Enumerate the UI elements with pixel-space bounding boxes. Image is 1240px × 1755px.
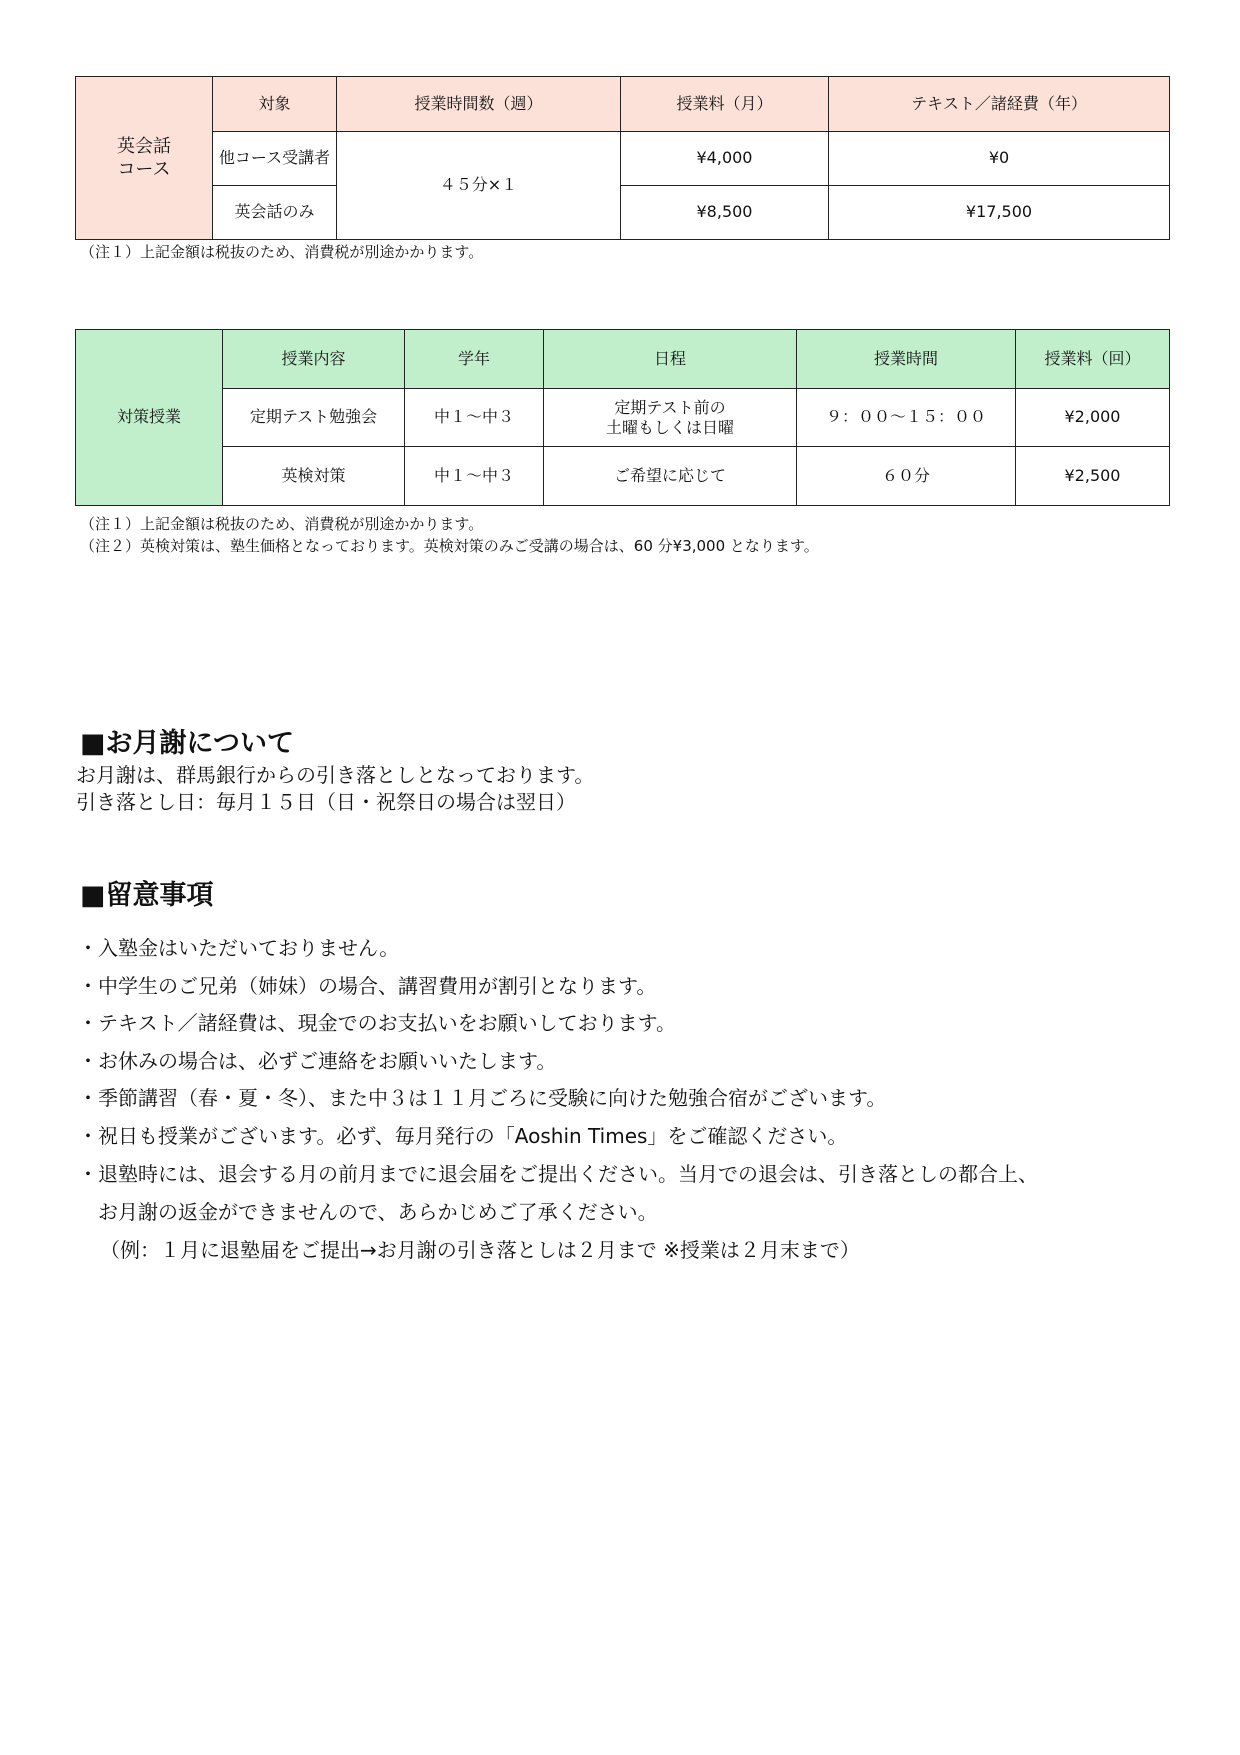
text-fee-cell: ¥17,500	[829, 186, 1170, 240]
target-cell: 他コース受講者	[213, 132, 337, 186]
grade-cell: 中１〜中３	[405, 389, 544, 447]
gessha-line-2: 引き落とし日：毎月１５日（日・祝祭日の場合は翌日）	[76, 790, 576, 814]
note-item: ・テキスト／諸経費は、現金でのお支払いをお願いしております。	[78, 1011, 676, 1035]
note-item: ・季節講習（春・夏・冬）、また中３は１１月ごろに受験に向けた勉強合宿がございます。	[78, 1086, 887, 1110]
note-item: ・お休みの場合は、必ずご連絡をお願いいたします。	[78, 1049, 557, 1073]
time-cell: ６０分	[797, 447, 1016, 506]
header-hours: 授業時間数（週）	[337, 77, 621, 132]
table2-note-1: （注１）上記金額は税抜のため、消費税が別途かかります。	[80, 515, 484, 533]
content-cell: 英検対策	[223, 447, 405, 506]
header-schedule: 日程	[544, 330, 797, 389]
table-row	[76, 132, 1170, 186]
course-name-cell: 英会話 コース	[76, 77, 213, 240]
note-item-example: （例：１月に退塾届をご提出→お月謝の引き落としは２月まで ※授業は２月末まで）	[100, 1238, 860, 1262]
gessha-line-1: お月謝は、群馬銀行からの引き落としとなっております。	[76, 763, 595, 787]
course-name-cell: 対策授業	[76, 330, 223, 506]
note-item-continuation: お月謝の返金ができませんので、あらかじめご了承ください。	[98, 1200, 658, 1224]
fee-cell: ¥8,500	[621, 186, 829, 240]
time-cell: ９：００〜１５：００	[797, 389, 1016, 447]
fee-cell: ¥4,000	[621, 132, 829, 186]
table-row	[76, 389, 1170, 447]
header-grade: 学年	[405, 330, 544, 389]
table2-note-2: （注２）英検対策は、塾生価格となっております。英検対策のみご受講の場合は、60 分¥3,000 となります。	[80, 537, 819, 555]
header-fee: 授業料（回）	[1016, 330, 1170, 389]
header-text-fee: テキスト／諸経費（年）	[829, 77, 1170, 132]
table1-note: （注１）上記金額は税抜のため、消費税が別途かかります。	[80, 243, 484, 261]
fee-cell: ¥2,000	[1016, 389, 1170, 447]
fee-cell: ¥2,500	[1016, 447, 1170, 506]
note-item: ・入塾金はいただいておりません。	[78, 936, 400, 960]
target-cell: 英会話のみ	[213, 186, 337, 240]
header-time: 授業時間	[797, 330, 1016, 389]
taisaku-course-table	[75, 329, 1170, 506]
content-cell: 定期テスト勉強会	[223, 389, 405, 447]
schedule-cell: ご希望に応じて	[544, 447, 797, 506]
table-row	[76, 186, 1170, 240]
grade-cell: 中１〜中３	[405, 447, 544, 506]
table-row	[76, 447, 1170, 506]
note-item: ・中学生のご兄弟（姉妹）の場合、講習費用が割引となります。	[78, 974, 657, 998]
note-item: ・祝日も授業がございます。必ず、毎月発行の「Aoshin Times」をご確認ください。	[78, 1124, 848, 1148]
hours-cell: ４５分×１	[337, 132, 621, 240]
note-item: ・退塾時には、退会する月の前月までに退会届をご提出ください。当月での退会は、引き落としの都合上、	[78, 1162, 1038, 1186]
gessha-heading: ■お月謝について	[80, 728, 294, 759]
eikaiwa-course-table	[75, 76, 1170, 240]
header-content: 授業内容	[223, 330, 405, 389]
header-fee: 授業料（月）	[621, 77, 829, 132]
schedule-cell: 定期テスト前の 土曜もしくは日曜	[544, 389, 797, 447]
header-target: 対象	[213, 77, 337, 132]
text-fee-cell: ¥0	[829, 132, 1170, 186]
notes-heading: ■留意事項	[80, 880, 214, 911]
